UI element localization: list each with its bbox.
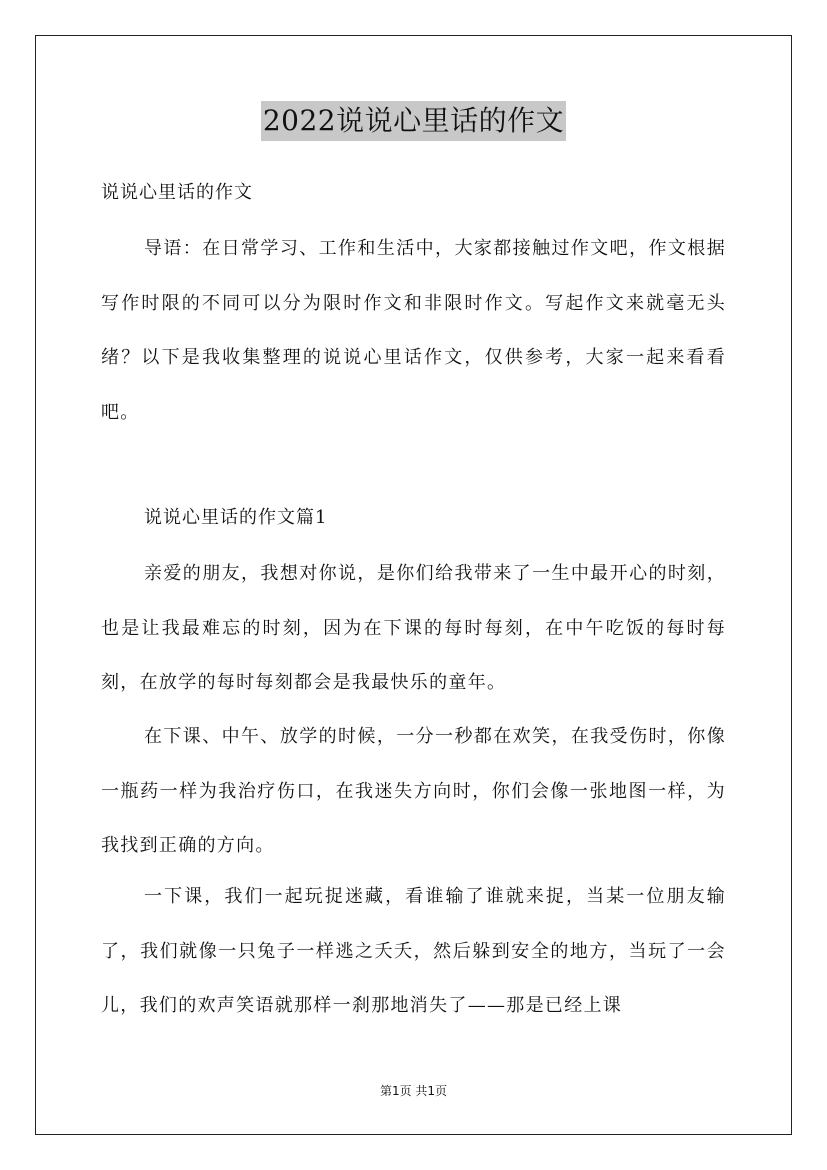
section-heading: 说说心里话的作文篇1 [144,507,328,528]
title-container [0,101,827,141]
body-paragraph-2: 在下课、中午、放学的时候，一分一秒都在欢笑，在我受伤时，你像一瓶药一样为我治疗伤口，在我迷失方向时，你们会像一张地图一样，为我找到正确的方向。 [101,726,726,856]
page-footer: 第1页 共1页 [379,1084,448,1098]
body-paragraph-3: 一下课，我们一起玩捉迷藏，看谁输了谁就来捉，当某一位朋友输了，我们就像一只兔子一样逃之夭夭，然后躲到安全的地方，当玩了一会儿，我们的欢声笑语就那样一刹那地消失了——那是已经上课 [101,886,726,1016]
body-paragraph-1: 亲爱的朋友，我想对你说，是你们给我带来了一生中最开心的时刻，也是让我最难忘的时刻，因为在下课的每时每刻，在中午吃饭的每时每刻，在放学的每时每刻都会是我最快乐的童年。 [101,563,726,693]
intro-paragraph: 导语：在日常学习、工作和生活中，大家都接触过作文吧，作文根据写作时限的不同可以分为限时作文和非限时作文。写起作文来就毫无头绪？以下是我收集整理的说说心里话作文，仅供参考，大家一起来看看吧。 [101,238,726,423]
document-subtitle: 说说心里话的作文 [101,182,253,203]
document-title: 2022说说心里话的作文 [261,101,566,141]
